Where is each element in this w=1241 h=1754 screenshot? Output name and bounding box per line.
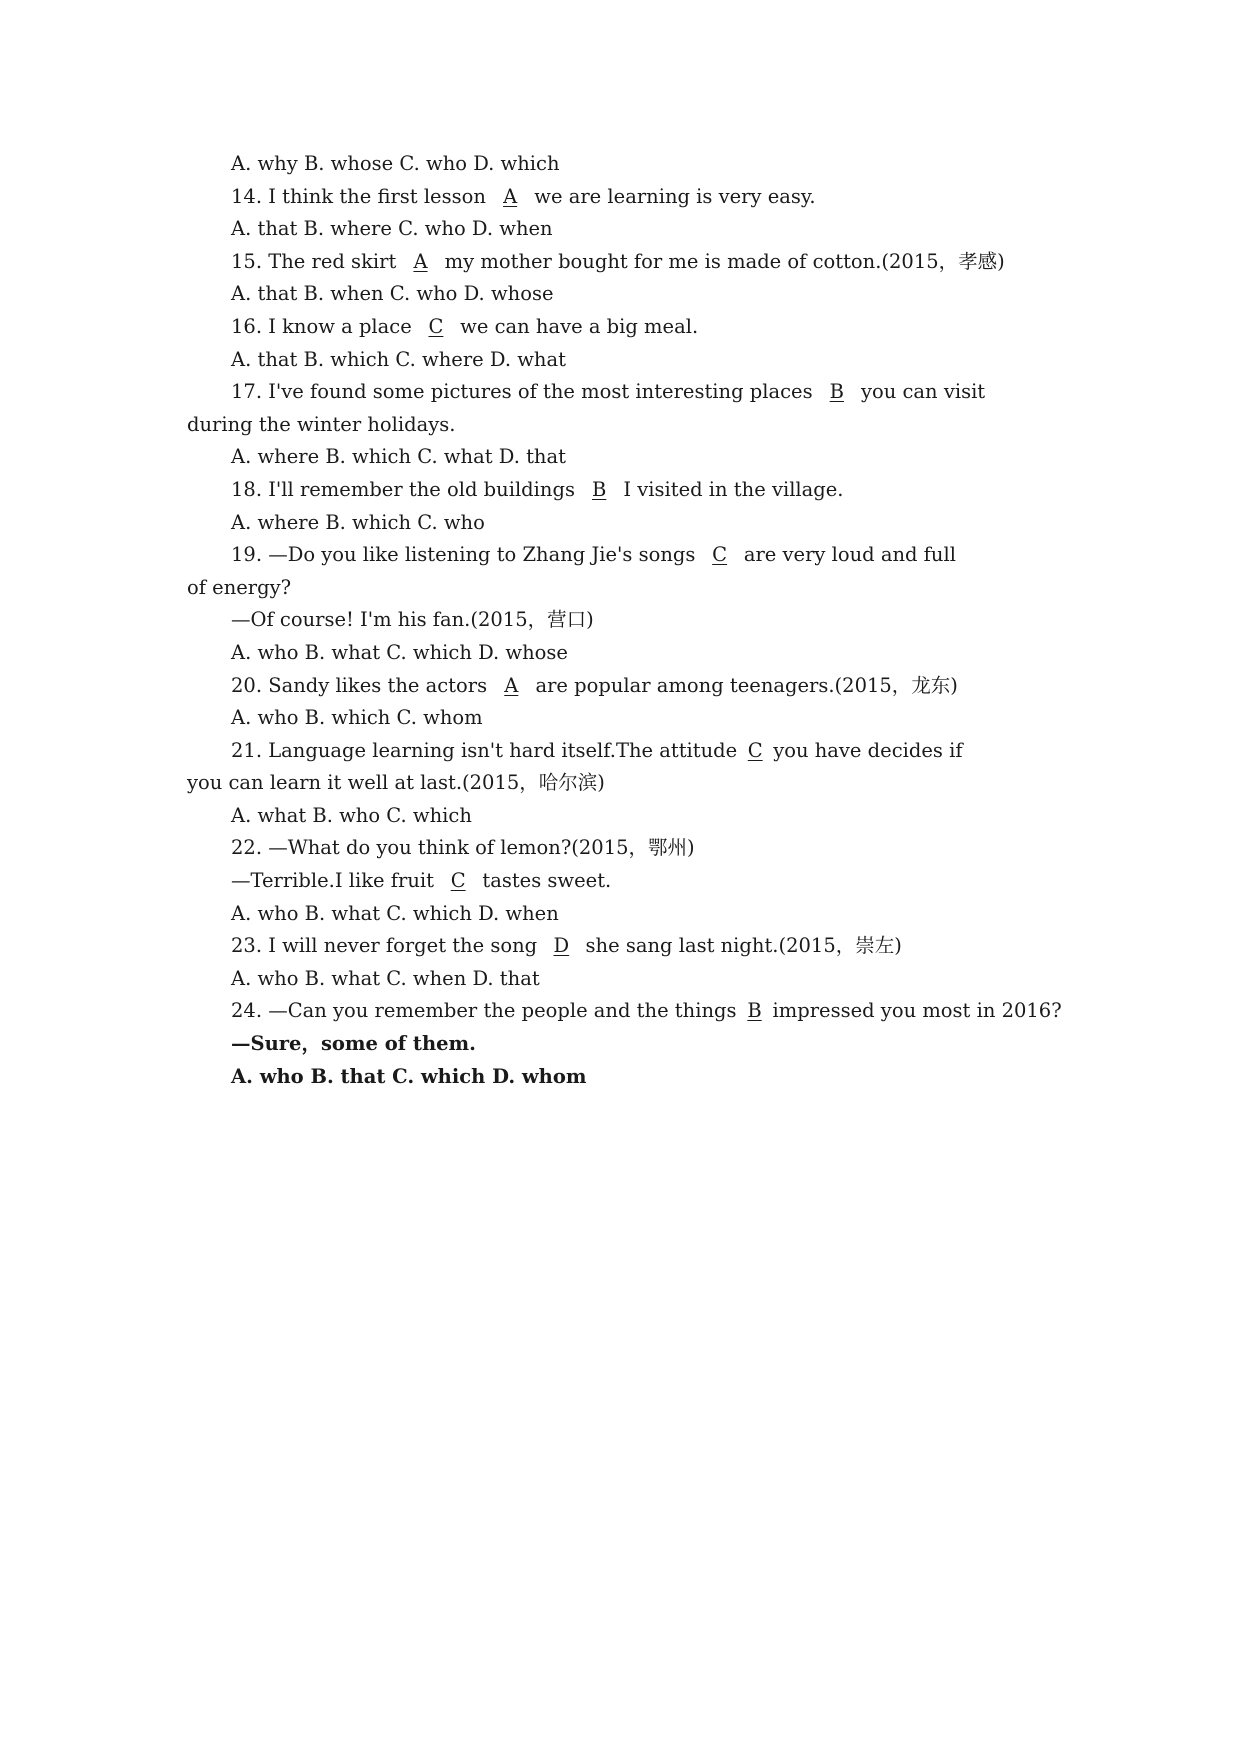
- question-21: [187, 735, 1107, 768]
- question-text: 20. Sandy likes the actors: [231, 673, 494, 697]
- question-text: we are learning is very easy.: [528, 184, 816, 208]
- answer-blank: A: [413, 249, 428, 273]
- question-14: [187, 181, 1107, 214]
- options-line: A. that B. where C. who D. when: [231, 217, 553, 241]
- question-text: —Terrible.I like fruit: [231, 869, 441, 893]
- continuation-line: during the winter holidays.: [187, 412, 456, 436]
- question-text: 21. Language learning isn't hard itself.The attitude: [231, 738, 738, 762]
- answer-blank: C: [747, 738, 763, 762]
- answer-blank: A: [503, 184, 518, 208]
- options-line: A. where B. which C. what D. that: [231, 445, 566, 469]
- options-line: A. who B. what C. when D. that: [231, 966, 540, 990]
- options-line: A. who B. which C. whom: [231, 706, 483, 730]
- options-line: A. that B. when C. who D. whose: [231, 282, 554, 306]
- question-text: she sang last night.(2015，崇左): [579, 934, 902, 958]
- question-text: I visited in the village.: [617, 477, 844, 501]
- options-line: A. what B. who C. which: [231, 803, 472, 827]
- question-19: [187, 539, 1107, 572]
- dialogue-line: —Sure，some of them.: [231, 1032, 476, 1056]
- question-text: 16. I know a place: [231, 314, 418, 338]
- continuation-line: you can learn it well at last.(2015，哈尔滨): [187, 771, 605, 795]
- question-text: 24. —Can you remember the people and the things: [231, 999, 737, 1023]
- question-15: [187, 246, 1107, 279]
- worksheet-page: [187, 148, 1107, 1093]
- answer-blank: B: [591, 477, 607, 501]
- options-line: A. where B. which C. who: [231, 510, 485, 534]
- answer-blank: C: [450, 869, 466, 893]
- question-23: [187, 930, 1107, 963]
- options-line: A. why B. whose C. who D. which: [231, 152, 560, 175]
- question-text: 17. I've found some pictures of the most interesting places: [231, 380, 819, 404]
- answer-blank: C: [428, 314, 444, 338]
- question-text: impressed you most in 2016?: [772, 999, 1062, 1023]
- question-16: [187, 311, 1107, 344]
- question-text: you have decides if: [773, 738, 963, 762]
- question-text: we can have a big meal.: [453, 314, 699, 338]
- dialogue-line: [187, 865, 1107, 898]
- dialogue-line: —Of course! I'm his fan.(2015，营口): [231, 608, 594, 632]
- question-text: 18. I'll remember the old buildings: [231, 477, 582, 501]
- answer-blank: A: [504, 673, 519, 697]
- question-text: 19. —Do you like listening to Zhang Jie's songs: [231, 543, 702, 567]
- options-line: A. who B. what C. which D. when: [231, 901, 559, 925]
- answer-blank: D: [553, 934, 570, 958]
- question-text: my mother bought for me is made of cotton.(2015，孝感): [438, 249, 1005, 273]
- question-text: 23. I will never forget the song: [231, 934, 544, 958]
- continuation-line: of energy?: [187, 575, 292, 599]
- question-24: [187, 995, 1107, 1028]
- options-line: A. that B. which C. where D. what: [231, 347, 566, 371]
- question-18: [187, 474, 1107, 507]
- question-17: [187, 376, 1107, 409]
- options-line: A. who B. what C. which D. whose: [231, 640, 568, 664]
- question-text: are popular among teenagers.(2015，龙东): [529, 673, 958, 697]
- question-text: 15. The red skirt: [231, 249, 403, 273]
- question-text: tastes sweet.: [476, 869, 612, 893]
- options-line: A. who B. that C. which D. whom: [231, 1064, 587, 1088]
- question-text: are very loud and full: [737, 543, 956, 567]
- question-20: [187, 670, 1107, 703]
- question-text: 14. I think the first lesson: [231, 184, 493, 208]
- question-text: you can visit: [854, 380, 986, 404]
- answer-blank: C: [712, 543, 728, 567]
- answer-blank: B: [829, 380, 844, 404]
- answer-blank: B: [747, 999, 762, 1023]
- question-22: 22. —What do you think of lemon?(2015，鄂州): [231, 836, 695, 860]
